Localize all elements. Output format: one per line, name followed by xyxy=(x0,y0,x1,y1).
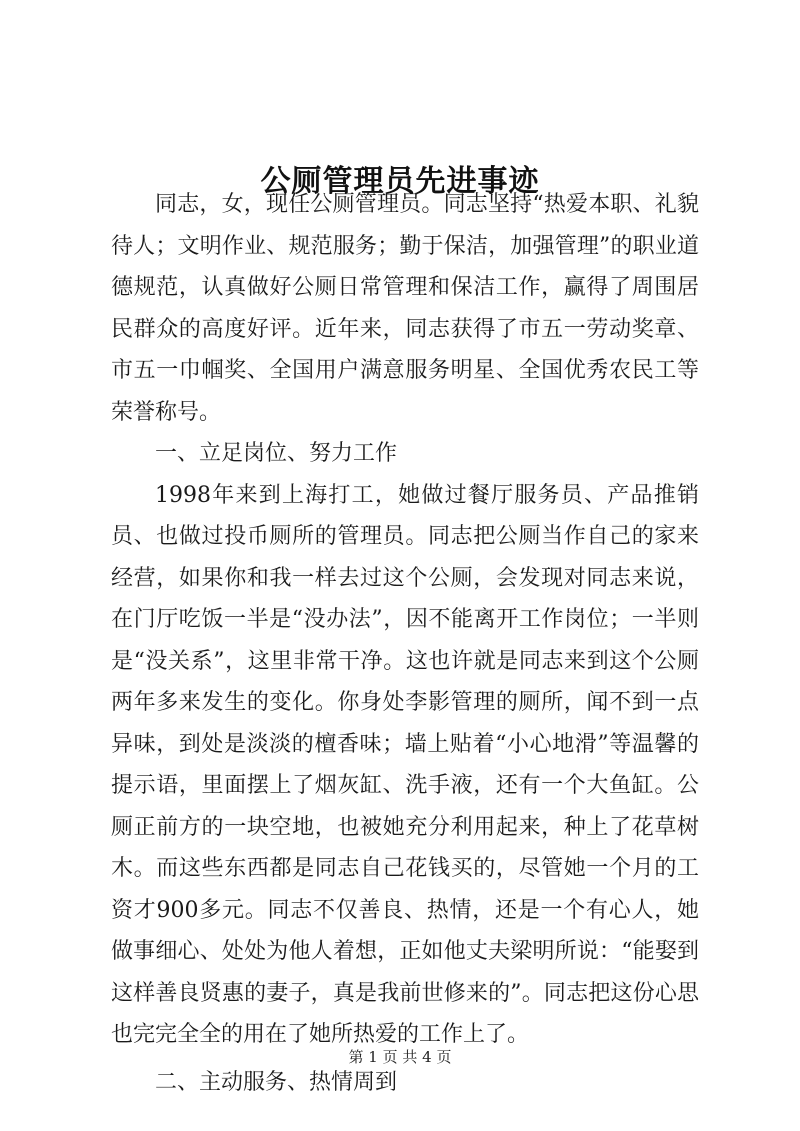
section-heading-1: 一、立足岗位、努力工作 xyxy=(155,441,398,466)
section-1-paragraph: 1998年来到上海打工，她做过餐厅服务员、产品推销员、也做过投币厕所的管理员。同志把公厕当作自己的家来经营，如果你和我一样去过这个公厕，会发现对同志来说，在门厅吃饭一半是“没办法”，因不能离开工作岗位；一半则是“没关系”，这里非常干净。这也许就是同志来到这个公厕两年多来发生的变化。你身处李影管理的厕所，闻不到一点异味，到处是淡淡的檀香味；墙上贴着“小心地滑”等温馨的提示语，里面摆上了烟灰缸、洗手液，还有一个大鱼缸。公厕正前方的一块空地，也被她充分利用起来，种上了花草树木。而这些东西都是同志自己花钱买的，尽管她一个月的工资才900多元。同志不仅善良、热情，还是一个有心人，她做事细心、处处为他人着想，正如他丈夫梁明所说：“能娶到这样善良贤惠的妻子，真是我前世修来的”。同志把这份心思也完完全全的用在了她所热爱的工作上了。 xyxy=(111,482,699,1047)
document-title: 公厕管理员先进事迹 xyxy=(260,164,540,200)
document-body xyxy=(111,184,699,1103)
intro-paragraph: 同志，女，现任公厕管理员。同志坚持“热爱本职、礼貌待人；文明作业、规范服务；勤于保洁，加强管理”的职业道德规范，认真做好公厕日常管理和保洁工作，赢得了周围居民群众的高度好评。近年来，同志获得了市五一劳动奖章、市五一巾帼奖、全国用户满意服务明星、全国优秀农民工等荣誉称号。 xyxy=(111,192,699,425)
section-heading-2: 二、主动服务、热情周到 xyxy=(155,1069,398,1095)
page-footer: 第 1 页 共 4 页 xyxy=(348,1048,452,1066)
